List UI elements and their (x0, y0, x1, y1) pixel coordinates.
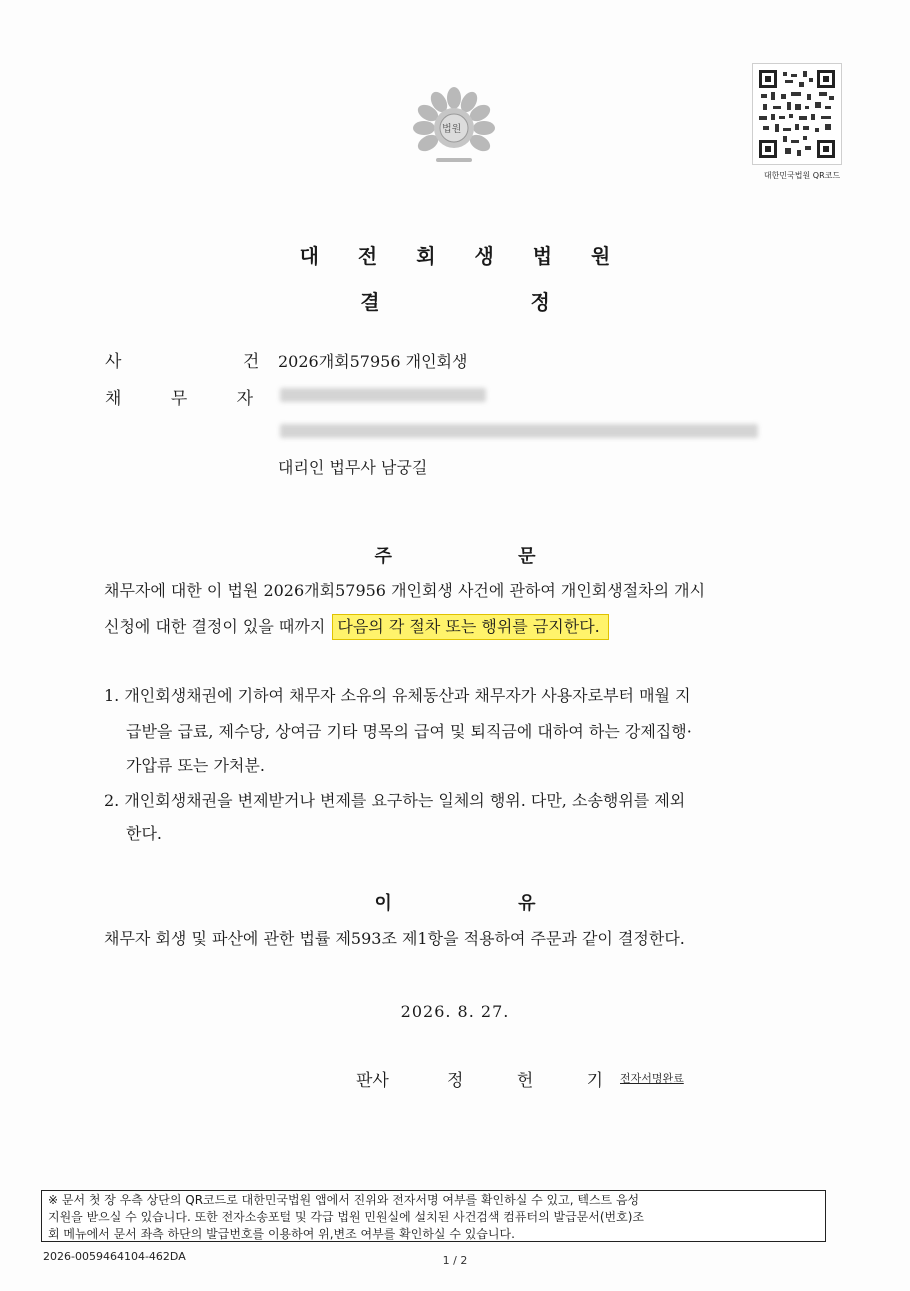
order-text-line1: 채무자에 대한 이 법원 2026개회57956 개인회생 사건에 관하여 개인회생절차의 개시 (104, 581, 706, 600)
judge-name: 정 헌 기 (447, 1071, 628, 1091)
qr-code (752, 63, 842, 165)
document-title: 결 정 (360, 290, 622, 314)
order-text-line2-prefix: 신청에 대한 결정이 있을 때까지 (104, 617, 326, 636)
emblem-label: 법원 (442, 124, 462, 135)
agent-value: 대리인 법무사 남궁길 (278, 458, 428, 477)
order-text-line2 (104, 617, 609, 637)
verification-notice (41, 1190, 826, 1242)
court-name: 대 전 회 생 법 원 (299, 244, 627, 268)
case-value: 2026개회57956 개인회생 (278, 352, 468, 371)
order-item2-line1: 2. 개인회생채권을 변제받거나 변제를 요구하는 일체의 행위. 다만, 소송행위를 제외 (104, 791, 686, 810)
debtor-label: 채 무 자 (105, 389, 276, 409)
case-label: 사 건 (105, 352, 318, 372)
redacted-debtor-name (280, 388, 486, 402)
notice-line3: 회 메뉴에서 문서 좌측 하단의 발급번호를 이용하여 위,변조 여부를 확인하실 수 있습니다. (48, 1227, 515, 1241)
reason-text: 채무자 회생 및 파산에 관한 법률 제593조 제1항을 적용하여 주문과 같이 결정한다. (104, 929, 685, 948)
decision-date: 2026. 8. 27. (400, 1002, 510, 1021)
order-item1-line3: 가압류 또는 가처분. (126, 756, 265, 775)
issue-number: 2026-0059464104-462DA (43, 1250, 186, 1263)
page-number: 1 / 2 (442, 1254, 468, 1267)
qr-caption: 대한민국법원 QR코드 (763, 171, 841, 180)
reason-heading: 이 유 (374, 893, 596, 914)
highlighted-prohibition: 다음의 각 절차 또는 행위를 금지한다. (332, 614, 608, 640)
redacted-debtor-address (280, 424, 758, 438)
notice-line1: ※ 문서 첫 장 우측 상단의 QR코드로 대한민국법원 앱에서 진위와 전자서명 여부를 확인하실 수 있고, 텍스트 음성 (48, 1193, 640, 1207)
qr-code-icon (759, 70, 835, 158)
judge-label: 판사 (356, 1071, 389, 1091)
order-item1-line1: 1. 개인회생채권에 기하여 채무자 소유의 유체동산과 채무자가 사용자로부터 매월 지 (104, 686, 691, 705)
order-item1-line2: 급받을 급료, 제수당, 상여금 기타 명목의 급여 및 퇴직금에 대하여 하는 강제집행· (126, 722, 692, 741)
electronic-signature-status: 전자서명완료 (620, 1072, 684, 1085)
court-emblem (408, 78, 500, 170)
order-heading: 주 문 (374, 546, 596, 567)
order-item2-line2: 한다. (126, 824, 162, 843)
notice-line2: 지원을 받으실 수 있습니다. 또한 전자소송포털 및 각급 법원 민원실에 설치된 사건검색 컴퓨터의 발급문서(번호)조 (48, 1210, 645, 1224)
